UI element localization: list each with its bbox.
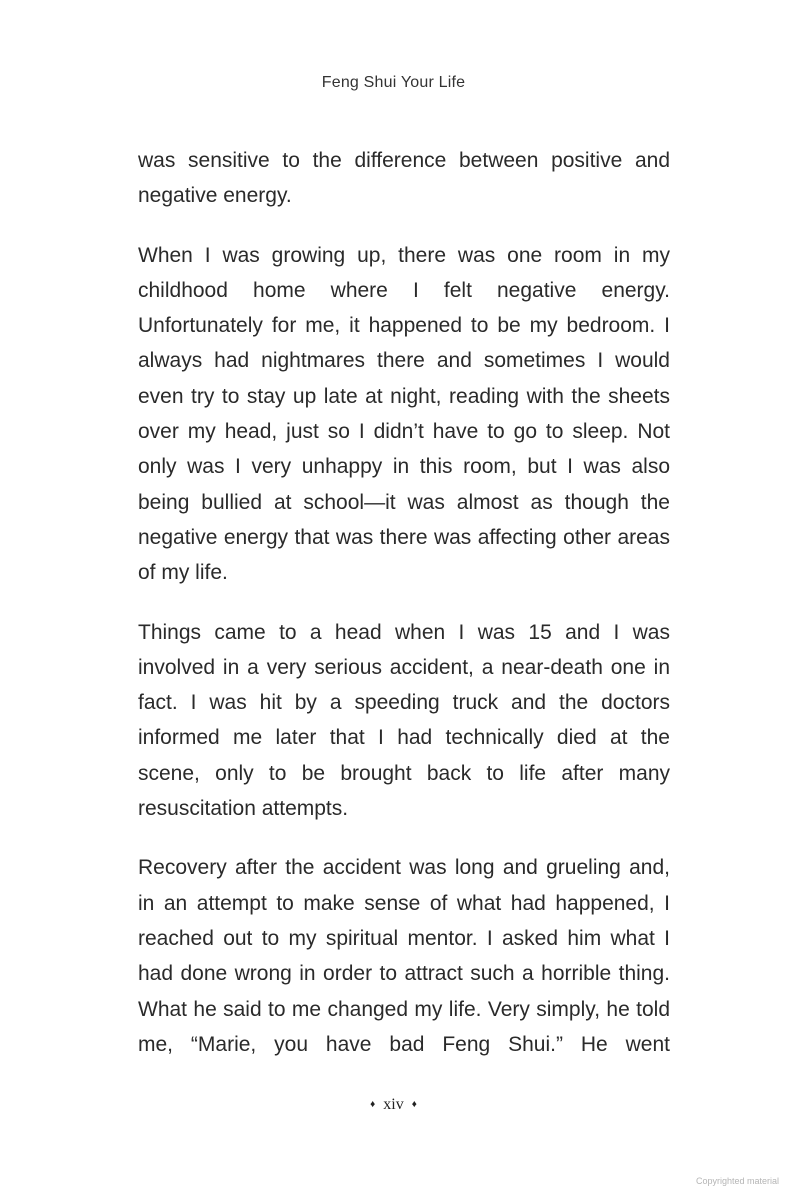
- page-body-text: [138, 143, 670, 1086]
- diamond-ornament-icon: ♦: [411, 1099, 417, 1110]
- paragraph-2: When I was growing up, there was one room in my childhood home where I felt negative energy. Unfortunately for me, it happened to be my bedroom. I always had nightmares there and sometimes I would even try to stay up late at night, reading with the sheets over my head, just so I didn’t have to go to sleep. Not only was I very unhappy in this room, but I was also being bullied at school—it was almost as though the negative energy that was there was affecting other areas of my life.: [138, 243, 670, 585]
- paragraph-3: Things came to a head when I was 15 and I was involved in a very serious accident, a near-death one in fact. I was hit by a speeding truck and the doctors informed me later that I had technically died at the scene, only to be brought back to life after many resuscitation attempts.: [138, 620, 670, 821]
- diamond-ornament-icon: ♦: [370, 1099, 376, 1110]
- copyright-notice: Copyrighted material: [695, 1176, 779, 1186]
- paragraph-1: was sensitive to the difference between positive and negative energy.: [138, 149, 670, 208]
- page-folio: [0, 1096, 787, 1114]
- running-header: Feng Shui Your Life: [321, 74, 466, 91]
- page-number: xiv: [383, 1096, 404, 1113]
- paragraph-4: Recovery after the accident was long and grueling and, in an attempt to make sense of what had happened, I reached out to my spiritual mentor. I asked him what I had done wrong in order to attract such a horrible thing. What he said to me changed my life. Very simply, he told me, “Marie, you have bad Feng Shui.” He went: [138, 856, 670, 1056]
